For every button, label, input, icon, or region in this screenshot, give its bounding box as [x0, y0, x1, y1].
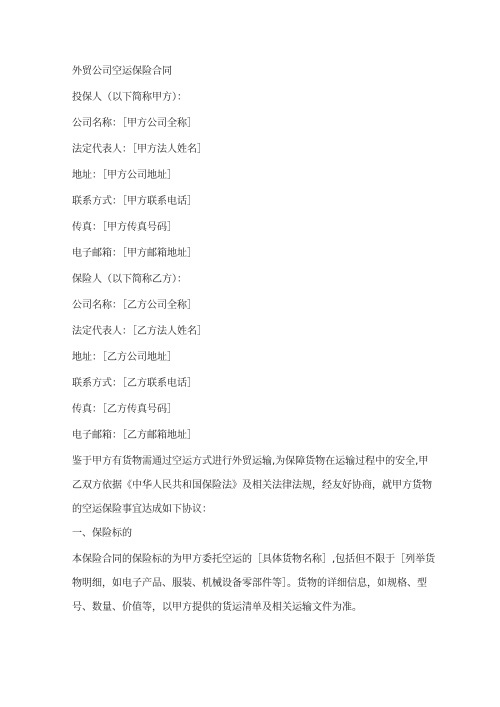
party-b-email: 电子邮箱：［乙方邮箱地址］	[72, 430, 197, 441]
insurer-header: 保险人（以下简称乙方）：	[72, 274, 187, 285]
party-b-company: 公司名称：［乙方公司全称］	[72, 300, 197, 311]
party-a-fax: 传真：［甲方传真号码］	[72, 222, 177, 233]
party-b-contact: 联系方式：［乙方联系电话］	[72, 378, 197, 389]
document-title: 外贸公司空运保险合同	[72, 66, 172, 77]
party-b-address: 地址：［乙方公司地址］	[72, 352, 177, 363]
party-a-address: 地址：［甲方公司地址］	[72, 170, 177, 181]
party-a-contact: 联系方式：［甲方联系电话］	[72, 196, 197, 207]
party-b-fax: 传真：［乙方传真号码］	[72, 404, 177, 415]
section-1-heading: 一、保险标的	[72, 528, 132, 539]
insured-header: 投保人（以下简称甲方）：	[72, 92, 187, 103]
party-a-company: 公司名称：［甲方公司全称］	[72, 118, 197, 129]
preamble-paragraph: 鉴于甲方有货物需通过空运方式进行外贸运输,为保障货物在运输过程中的安全,甲乙双方依据《中华人民共和国保险法》及相关法律法规，经友好协商，就甲方货物的空运保险事宜达成如下协议：	[72, 456, 432, 515]
party-a-email: 电子邮箱：［甲方邮箱地址］	[72, 248, 197, 259]
party-b-representative: 法定代表人：［乙方法人姓名］	[72, 326, 207, 337]
section-1-body: 本保险合同的保险标的为甲方委托空运的［具体货物名称］,包括但不限于［列举货物明细，如电子产品、服装、机械设备零部件等］。货物的详细信息，如规格、型号、数量、价值等，以甲方提供的货运清单及相关运输文件为准。	[72, 554, 436, 613]
party-a-representative: 法定代表人：［甲方法人姓名］	[72, 144, 207, 155]
